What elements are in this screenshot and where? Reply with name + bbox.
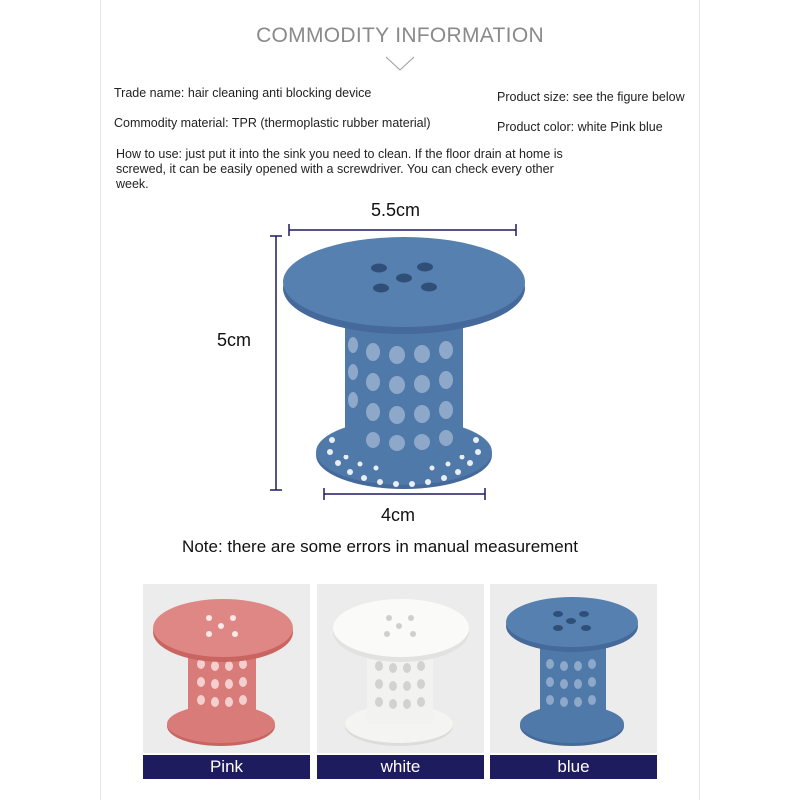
product-size: Product size: see the figure below — [497, 90, 685, 104]
measurement-note: Note: there are some errors in manual measurement — [182, 537, 578, 556]
pink-strainer-image — [143, 584, 310, 753]
page-title: COMMODITY INFORMATION — [256, 24, 544, 47]
trade-name: Trade name: hair cleaning anti blocking device — [114, 86, 372, 100]
variant-image-blue — [490, 584, 657, 753]
variant-image-white — [317, 584, 484, 753]
height-label: 5cm — [217, 330, 252, 350]
variant-label-pink: Pink — [143, 755, 310, 779]
product-color-prefix: Product color: white — [497, 120, 607, 134]
product-color-pink: Pink — [610, 119, 636, 134]
variant-image-pink — [143, 584, 310, 753]
variant-label-white: white — [317, 755, 484, 779]
variant-label-blue: blue — [490, 755, 657, 779]
bottom-width-label: 4cm — [381, 505, 416, 525]
main-strainer — [283, 237, 525, 489]
blue-strainer-image — [490, 584, 657, 753]
commodity-material: Commodity material: TPR (thermoplastic rubber material) — [114, 116, 431, 130]
product-color-blue: blue — [639, 120, 663, 134]
how-to-use-line-1: How to use: just put it into the sink you need to clean. If the floor drain at home is — [116, 147, 563, 161]
top-width-label: 5.5cm — [371, 200, 421, 220]
how-to-use-line-2: screwed, it can be easily opened with a screwdriver. You can check every other week. — [116, 162, 554, 191]
white-strainer-image — [317, 584, 484, 753]
